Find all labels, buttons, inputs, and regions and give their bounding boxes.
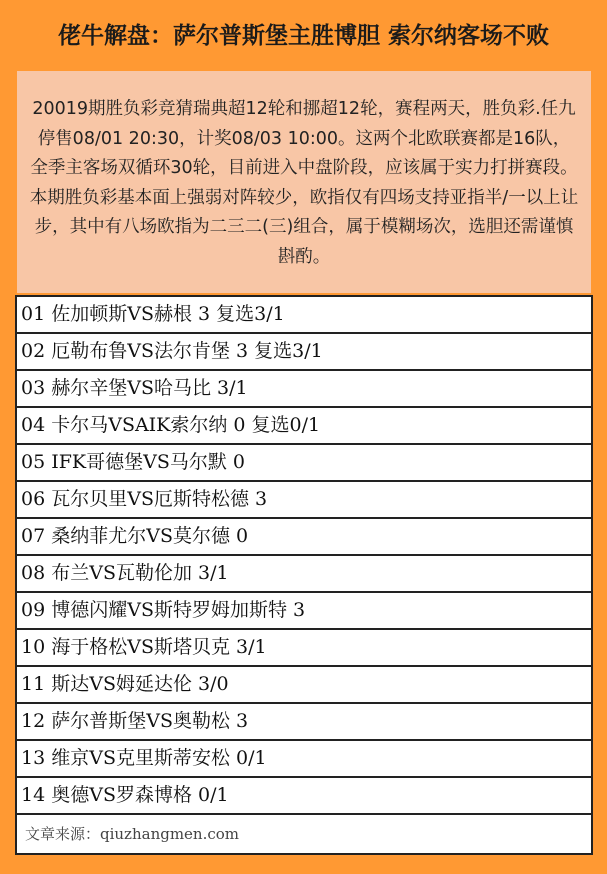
match-row: 08 布兰VS瓦勒伦加 3/1 (17, 556, 591, 593)
match-row: 11 斯达VS姆延达伦 3/0 (17, 667, 591, 704)
match-list (15, 295, 593, 855)
article-title: 佬牛解盘：萨尔普斯堡主胜博胆 索尔纳客场不败 (57, 23, 549, 49)
match-row: 06 瓦尔贝里VS厄斯特松德 3 (17, 482, 591, 519)
match-row: 14 奥德VS罗森博格 0/1 (17, 778, 591, 815)
match-row: 03 赫尔辛堡VS哈马比 3/1 (17, 371, 591, 408)
match-row: 10 海于格松VS斯塔贝克 3/1 (17, 630, 591, 667)
match-row: 09 博德闪耀VS斯特罗姆加斯特 3 (17, 593, 591, 630)
source-credit: 文章来源：qiuzhangmen.com (25, 825, 240, 843)
match-row: 02 厄勒布鲁VS法尔肯堡 3 复选3/1 (17, 334, 591, 371)
match-row: 07 桑纳菲尤尔VS莫尔德 0 (17, 519, 591, 556)
match-row: 04 卡尔马VSAIK索尔纳 0 复选0/1 (17, 408, 591, 445)
match-row: 05 IFK哥德堡VS马尔默 0 (17, 445, 591, 482)
match-row: 13 维京VS克里斯蒂安松 0/1 (17, 741, 591, 778)
match-row: 12 萨尔普斯堡VS奥勒松 3 (17, 704, 591, 741)
match-row: 01 佐加顿斯VS赫根 3 复选3/1 (17, 297, 591, 334)
intro-paragraph: 20019期胜负彩竞猜瑞典超12轮和挪超12轮，赛程两天，胜负彩.任九停售08/01 20:30，计奖08/03 10:00。这两个北欧联赛都是16队，全季主客场双循环30轮，目前进入中盘阶段，应该属于实力打拼赛段。本期胜负彩基本面上强弱对阵较少，欧指仅有四场支持亚指半/一以上让步，其中有八场欧指为二三二(三)组合，属于模糊场次，选胆还需谨慎斟酌。 (17, 71, 591, 293)
